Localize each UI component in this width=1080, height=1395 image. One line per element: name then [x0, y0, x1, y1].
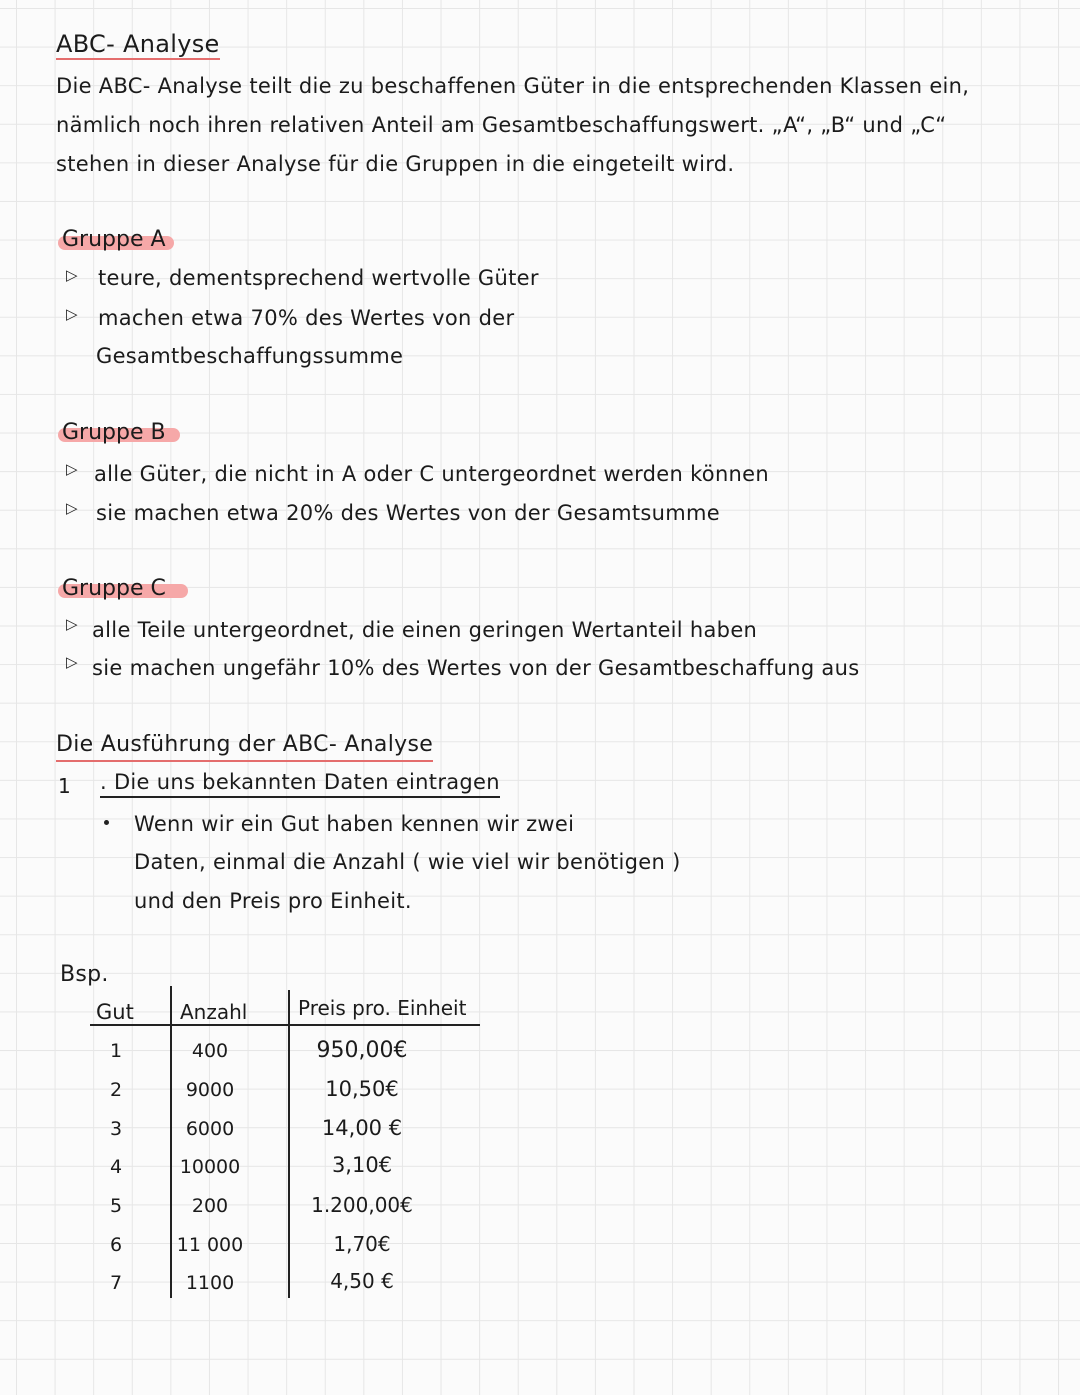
- step-number: 1: [58, 774, 71, 798]
- group-c-bullet-1: alle Teile untergeordnet, die einen geringen Wertanteil haben: [92, 618, 758, 642]
- cell-gut: 4: [109, 1156, 123, 1178]
- table-header-gut: Gut: [96, 1000, 134, 1024]
- cell-anzahl: 10000: [179, 1156, 241, 1178]
- step-text-line-3: und den Preis pro Einheit.: [134, 889, 412, 913]
- bullet-triangle-icon: ▷: [66, 266, 78, 284]
- group-a-heading: Gruppe A: [62, 227, 166, 252]
- cell-anzahl: 6000: [185, 1118, 235, 1140]
- cell-gut: 5: [109, 1195, 123, 1217]
- execution-title: Die Ausführung der ABC- Analyse: [56, 734, 433, 762]
- cell-anzahl: 11 000: [176, 1234, 244, 1256]
- group-a-bullet-2-cont: Gesamtbeschaffungssumme: [96, 344, 404, 368]
- cell-anzahl: 400: [191, 1040, 229, 1062]
- bullet-dot-icon: [104, 820, 109, 825]
- cell-gut: 3: [109, 1118, 123, 1140]
- intro-line-1: Die ABC- Analyse teilt die zu beschaffenen Güter in die entsprechenden Klassen ein,: [56, 74, 970, 98]
- table-header-rule: [90, 1024, 480, 1026]
- bullet-triangle-icon: ▷: [66, 499, 78, 517]
- group-c-heading: Gruppe C: [62, 576, 166, 601]
- group-b-bullet-2: sie machen etwa 20% des Wertes von der Gesamtsumme: [96, 501, 720, 525]
- bullet-triangle-icon: ▷: [66, 653, 78, 671]
- cell-preis: 1,70€: [333, 1232, 391, 1256]
- cell-gut: 7: [109, 1272, 123, 1294]
- group-a-bullet-1: teure, dementsprechend wertvolle Güter: [98, 266, 539, 290]
- cell-gut: 2: [109, 1079, 123, 1101]
- page-title: ABC- Analyse: [56, 30, 220, 58]
- bullet-triangle-icon: ▷: [66, 305, 78, 323]
- group-b-bullet-1: alle Güter, die nicht in A oder C untergeordnet werden können: [94, 462, 770, 486]
- cell-anzahl: 200: [191, 1195, 229, 1217]
- table-header-anzahl: Anzahl: [180, 1000, 248, 1024]
- cell-preis: 3,10€: [331, 1153, 393, 1177]
- example-label: Bsp.: [60, 962, 109, 987]
- intro-line-3: stehen in dieser Analyse für die Gruppen in die eingeteilt wird.: [56, 152, 735, 176]
- cell-anzahl: 9000: [185, 1079, 235, 1101]
- cell-anzahl: 1100: [185, 1272, 235, 1294]
- bullet-triangle-icon: ▷: [66, 460, 78, 478]
- cell-preis: 14,00 €: [321, 1116, 403, 1140]
- bullet-triangle-icon: ▷: [66, 615, 78, 633]
- group-c-bullet-2: sie machen ungefähr 10% des Wertes von der Gesamtbeschaffung aus: [92, 656, 860, 680]
- cell-gut: 6: [109, 1234, 123, 1256]
- cell-preis: 10,50€: [325, 1077, 399, 1101]
- cell-preis: 4,50 €: [330, 1269, 394, 1293]
- step-title: . Die uns bekannten Daten eintragen: [100, 772, 500, 798]
- intro-line-2: nämlich noch ihren relativen Anteil am Gesamtbeschaffungswert. „A“, „B“ und „C“: [56, 113, 947, 137]
- table-header-preis: Preis pro. Einheit: [298, 996, 467, 1020]
- step-text-line-1: Wenn wir ein Gut haben kennen wir zwei: [134, 812, 575, 836]
- table-column-divider-2: [288, 990, 290, 1298]
- group-b-heading: Gruppe B: [62, 420, 166, 445]
- step-text-line-2: Daten, einmal die Anzahl ( wie viel wir benötigen ): [134, 850, 681, 874]
- group-a-bullet-2: machen etwa 70% des Wertes von der: [98, 306, 515, 330]
- cell-preis: 950,00€: [316, 1038, 408, 1063]
- cell-preis: 1.200,00€: [311, 1193, 413, 1217]
- cell-gut: 1: [109, 1040, 123, 1062]
